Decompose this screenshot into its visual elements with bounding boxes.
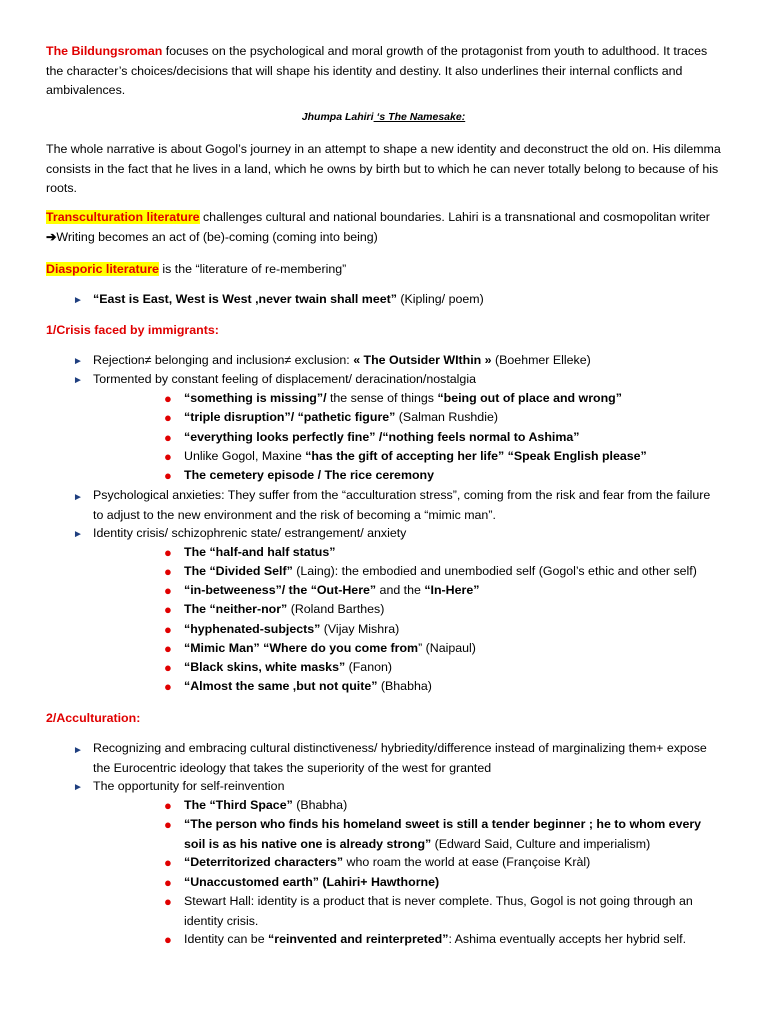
bullet-dot-icon: ● [164,817,172,832]
triangle-bullet-icon: ► [73,529,83,540]
list-item: ● The “Divided Self” (Laing): the embodied and unembodied self (Gogol’s ethic and other self) [184,562,724,582]
bullet-dot-icon: ● [164,564,172,579]
namesake-subtitle: Jhumpa Lahiri ‘s The Namesake: [301,111,466,123]
list-item: ● “Almost the same ,but not quite” (Bhabha) [184,677,724,697]
triangle-bullet-icon: ► [73,782,83,793]
diasporic-paragraph: Diasporic literature is the “literature of re-membering” [46,262,347,276]
section2-heading: 2/Acculturation: [46,711,141,725]
bullet-dot-icon: ● [164,449,172,464]
triangle-bullet-icon: ► [73,745,83,756]
section1-heading: 1/Crisis faced by immigrants: [46,323,219,337]
bullet-dot-icon: ● [164,660,172,675]
bullet-dot-icon: ● [164,410,172,425]
list-item: ► Rejection≠ belonging and inclusion≠ exclusion: « The Outsider WIthin » (Boehmer Elleke) [93,351,721,371]
list-item: ► The opportunity for self-reinvention [93,777,721,797]
bullet-dot-icon: ● [164,468,172,483]
arrow-icon: ➔ [46,229,57,244]
list-item: ● The “neither-nor” (Roland Barthes) [184,600,724,620]
bullet-dot-icon: ● [164,875,172,890]
intro-paragraph: The Bildungsroman focuses on the psychological and moral growth of the protagonist from youth to adulthood. It traces the character’s choices/decisions that will shape his identity and destiny. It also underlines their internal conflicts and ambivalences. [46,44,708,97]
bullet-dot-icon: ● [164,430,172,445]
list-item: Recognizing and embracing cultural distinctiveness/ hybriedity/difference instead of marginalizing them+ expose the Eurocentric ideology that takes the superiority of the west for granted [93,741,707,775]
list-item: ● “triple disruption”/ “pathetic figure” (Salman Rushdie) [184,408,724,428]
list-item: ● “everything looks perfectly fine” /“nothing feels normal to Ashima” [184,428,724,448]
bullet-dot-icon: ● [164,855,172,870]
bildungsroman-term: The Bildungsroman [46,44,163,58]
bullet-dot-icon: ● [164,894,172,909]
diasporic-term: Diasporic literature [46,262,159,276]
bullet-dot-icon: ● [164,583,172,598]
list-item: ● “hyphenated-subjects” (Vijay Mishra) [184,620,724,640]
narrative-paragraph: The whole narrative is about Gogol’s journey in an attempt to shape a new identity and deconstruct the old on. His dilemma consists in the fact that he lives in a land, which he owns by birth but to which he can never totally belong to because of his roots. [46,142,721,195]
triangle-bullet-icon: ► [73,356,83,367]
list-item: ● “The person who finds his homeland sweet is still a tender beginner ; he to whom every soil is as his native one is already strong” (Edward Said, Culture and imperialism) [164,817,702,851]
triangle-bullet-icon: ► [73,295,83,306]
list-item: ● Stewart Hall: identity is a product that is never complete. Thus, Gogol is not going through an identity crisis. [164,894,693,928]
list-item: ● Identity can be “reinvented and reinterpreted”: Ashima eventually accepts her hybrid self. [184,930,724,950]
bullet-dot-icon: ● [164,641,172,656]
list-item: ● “Mimic Man” “Where do you come from” (Naipaul) [184,639,724,659]
list-item: ● The cemetery episode / The rice ceremony [184,466,724,486]
bullet-dot-icon: ● [164,679,172,694]
bullet-dot-icon: ● [164,622,172,637]
list-item: ● “in-betweeness”/ the “Out-Here” and the “In-Here” [184,581,724,601]
list-item: ● “something is missing”/ the sense of things “being out of place and wrong” [184,389,724,409]
list-item: ► Identity crisis/ schizophrenic state/ estrangement/ anxiety [93,524,721,544]
bullet-dot-icon: ● [164,545,172,560]
list-item: ● “Black skins, white masks” (Fanon) [184,658,724,678]
list-item: ● The “Third Space” (Bhabha) [184,796,724,816]
list-item: ● “Deterritorized characters” who roam the world at ease (Françoise Kràl) [184,853,724,873]
kipling-bullet: ► “East is East, West is West ,never twain shall meet” (Kipling/ poem) [93,290,721,310]
triangle-bullet-icon: ► [73,375,83,386]
transculturation-paragraph: Transculturation literature challenges cultural and national boundaries. Lahiri is a transnational and cosmopolitan writer ➔Writing becomes an act of (be)-coming (coming into being) [46,210,710,244]
list-item: ● “Unaccustomed earth” (Lahiri+ Hawthorne) [184,873,724,893]
bullet-dot-icon: ● [164,932,172,947]
list-item: ● The “half-and half status” [184,543,724,563]
transculturation-term: Transculturation literature [46,210,200,224]
triangle-bullet-icon: ► [73,492,83,503]
list-item: Psychological anxieties: They suffer from the “acculturation stress”, coming from the risk and fear from the failure to adjust to the new environment and the risk of becoming a “mimic man”. [93,488,711,522]
bullet-dot-icon: ● [164,798,172,813]
bullet-dot-icon: ● [164,602,172,617]
bullet-dot-icon: ● [164,391,172,406]
list-item: ► Tormented by constant feeling of displacement/ deracination/nostalgia [93,370,721,390]
list-item: ● Unlike Gogol, Maxine “has the gift of accepting her life” “Speak English please” [184,447,724,467]
